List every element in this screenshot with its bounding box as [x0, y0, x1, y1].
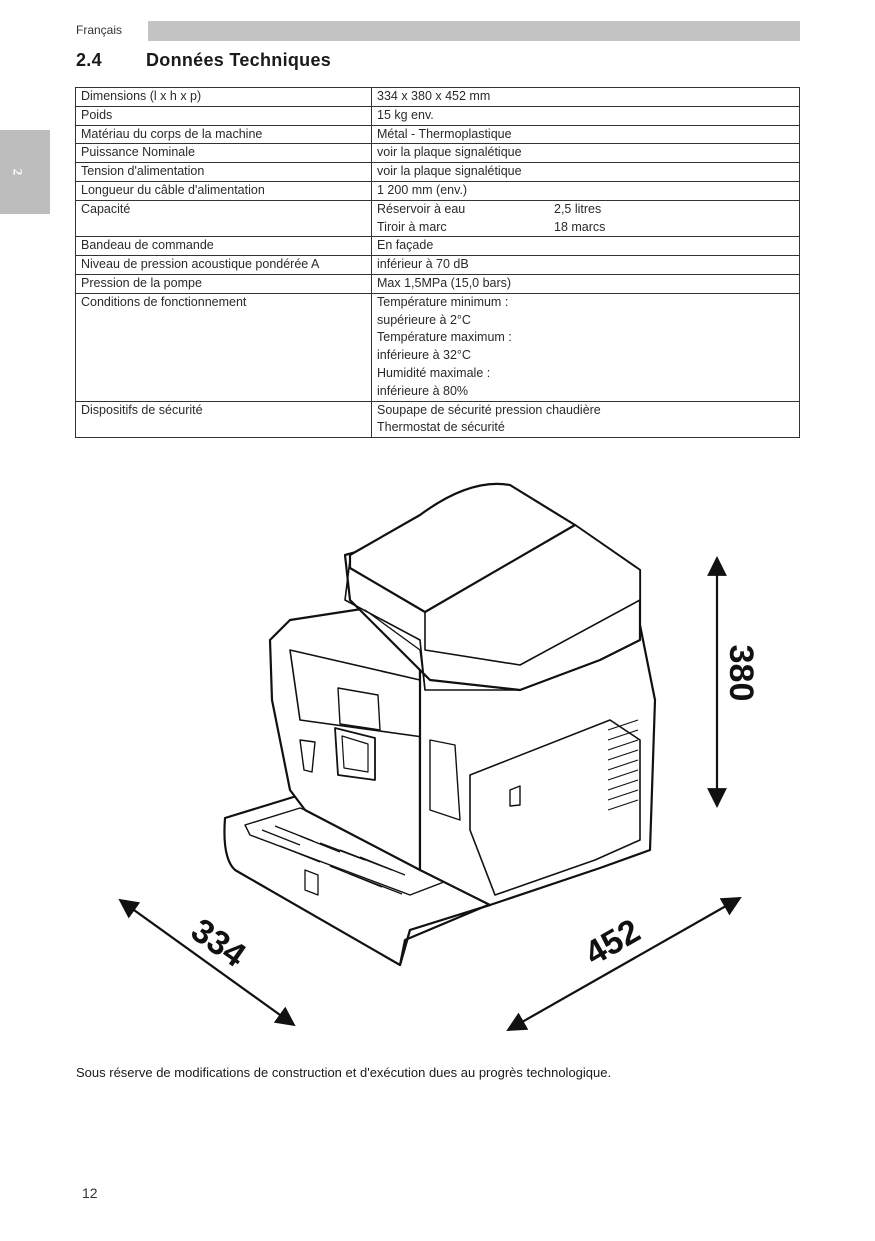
height-label: 380 [722, 644, 760, 702]
table-row: Tension d'alimentation voir la plaque signalétique [76, 163, 800, 182]
footnote: Sous réserve de modifications de construction et d'exécution dues au progrès technologique. [76, 1065, 612, 1080]
table-row: Poids 15 kg env. [76, 106, 800, 125]
table-row-capacity: Capacité Réservoir à eau 2,5 litres Tiroir à marc 18 marcs [76, 200, 800, 237]
chapter-tab [0, 130, 50, 214]
table-row: Longueur du câble d'alimentation 1 200 mm (env.) [76, 181, 800, 200]
language-label: Français [76, 23, 123, 37]
table-row-safety: Dispositifs de sécurité Soupape de sécurité pression chaudière Thermostat de sécurité [76, 401, 800, 438]
tech-specs-table [75, 87, 800, 438]
section-title [76, 50, 331, 71]
chapter-tab-number: 2 [10, 168, 26, 176]
table-row: Bandeau de commande En façade [76, 237, 800, 256]
machine-dimension-drawing [100, 470, 780, 1050]
width-label: 334 [184, 911, 253, 975]
header-bar [148, 21, 800, 41]
section-number: 2.4 [76, 50, 102, 70]
table-row-conditions: Conditions de fonctionnement Température minimum : supérieure à 2°C Température maximum : inférieure à 32°C Humidité maximale : inférieure à 80% [76, 293, 800, 401]
coffee-machine-illustration [224, 484, 655, 965]
table-row: Niveau de pression acoustique pondérée A inférieur à 70 dB [76, 256, 800, 275]
section-heading: Données Techniques [146, 50, 332, 70]
table-row: Puissance Nominale voir la plaque signalétique [76, 144, 800, 163]
table-row: Dimensions (l x h x p) 334 x 380 x 452 mm [76, 88, 800, 107]
depth-label: 452 [578, 911, 647, 974]
table-row: Pression de la pompe Max 1,5MPa (15,0 bars) [76, 274, 800, 293]
table-row: Matériau du corps de la machine Métal - Thermoplastique [76, 125, 800, 144]
page-number: 12 [82, 1185, 98, 1201]
